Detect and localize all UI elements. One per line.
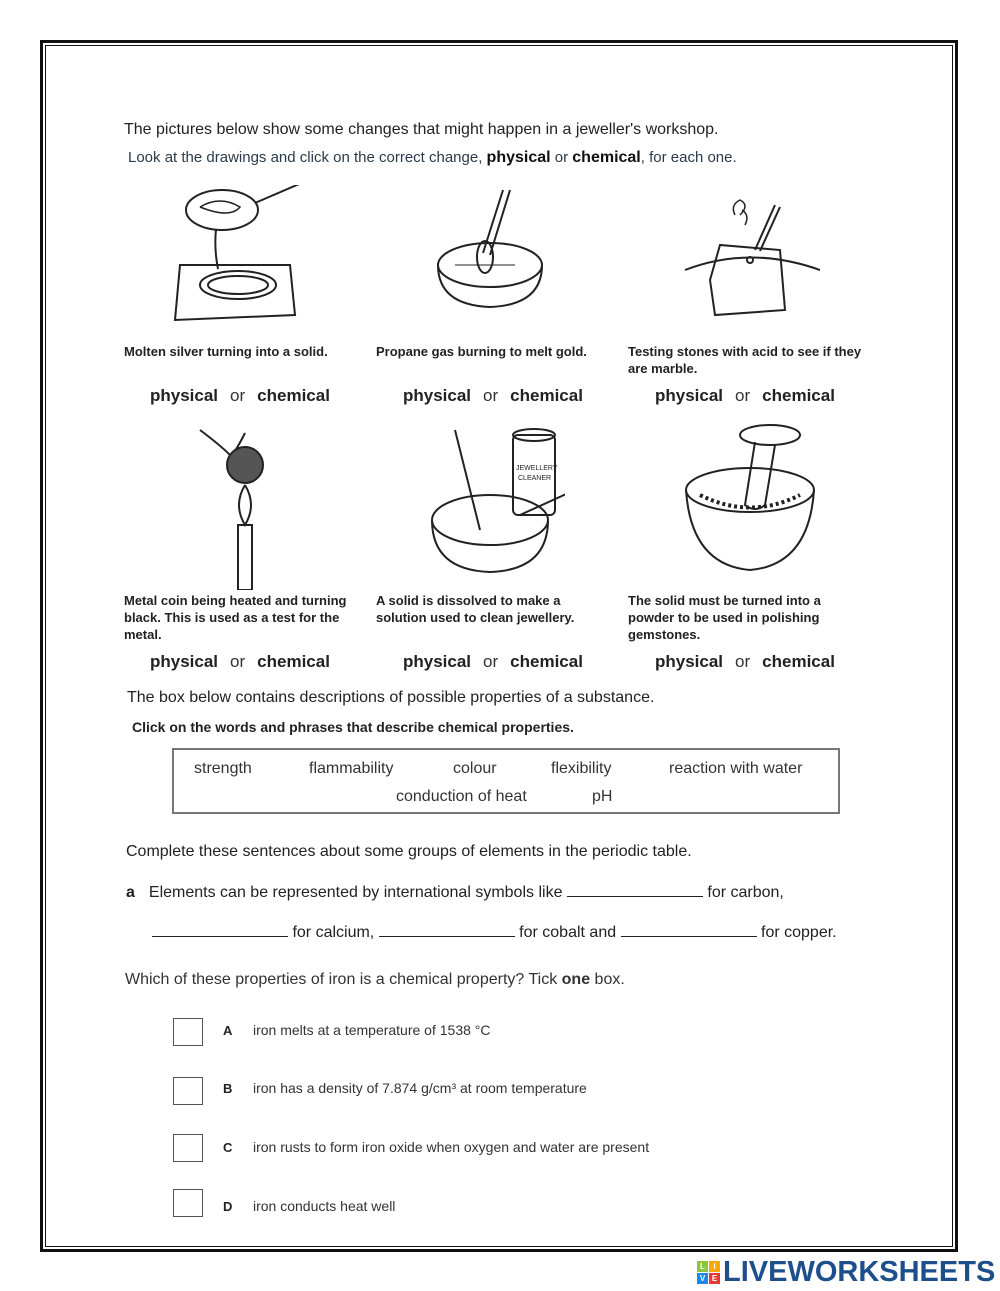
chemical-option[interactable]: chemical (510, 652, 583, 671)
properties-word-box (172, 748, 840, 814)
option-text-c: iron rusts to form iron oxide when oxygen and water are present (253, 1139, 650, 1155)
intro-line-2: Look at the drawings and click on the correct change, physical or chemical, for each one. (128, 149, 737, 166)
chemical-option[interactable]: chemical (762, 652, 835, 671)
physical-option[interactable]: physical (655, 652, 724, 671)
sentences-intro: Complete these sentences about some groups of elements in the periodic table. (126, 843, 692, 860)
caption-1: Molten silver turning into a solid. (124, 344, 328, 359)
option-letter-c: C (223, 1140, 233, 1155)
option-text-b: iron has a density of 7.874 g/cm³ at room temperature (253, 1080, 587, 1096)
chemical-option[interactable]: chemical (257, 652, 330, 671)
physical-option[interactable]: physical (403, 652, 472, 671)
physical-option[interactable]: physical (150, 386, 219, 405)
sentence-line-2: for calcium, for cobalt and for copper. (152, 922, 837, 942)
logo-tiles-icon: L I V E (697, 1261, 720, 1284)
option-letter-b: B (223, 1081, 233, 1096)
checkbox-d[interactable] (173, 1189, 203, 1217)
checkbox-b[interactable] (173, 1077, 203, 1105)
acid-dropper-stone-icon (680, 185, 820, 335)
checkbox-a[interactable] (173, 1018, 203, 1046)
liveworksheets-logo: L I V E LIVEWORKSHEETS (697, 1256, 995, 1289)
burner-pot-icon (425, 185, 565, 335)
chemical-option[interactable]: chemical (257, 386, 330, 405)
question-text: Which of these properties of iron is a chemical property? Tick one box. (125, 971, 625, 988)
properties-instruction: Click on the words and phrases that describe chemical properties. (132, 719, 574, 735)
caption-3: Testing stones with acid to see if they are marble. (628, 344, 862, 376)
option-letter-a: A (223, 1023, 233, 1038)
svg-text:CLEANER: CLEANER (518, 475, 552, 482)
choice-row-3: physical or chemical (655, 386, 835, 405)
option-text-a: iron melts at a temperature of 1538 °C (253, 1022, 491, 1038)
intro-line-1: The pictures below show some changes that might happen in a jeweller's workshop. (124, 121, 719, 138)
word-colour[interactable]: colour (453, 760, 497, 777)
chemical-option[interactable]: chemical (510, 386, 583, 405)
physical-option[interactable]: physical (150, 652, 219, 671)
word-reaction-with-water[interactable]: reaction with water (669, 760, 803, 777)
word-conduction-of-heat[interactable]: conduction of heat (396, 788, 527, 805)
carbon-symbol-input[interactable] (567, 882, 703, 897)
choice-row-5: physical or chemical (403, 652, 583, 671)
chemical-option[interactable]: chemical (762, 386, 835, 405)
choice-row-1: physical or chemical (150, 386, 330, 405)
mortar-pestle-icon (680, 420, 820, 585)
word-flexibility[interactable]: flexibility (551, 760, 612, 777)
choice-row-2: physical or chemical (403, 386, 583, 405)
word-flammability[interactable]: flammability (309, 760, 394, 777)
caption-5: A solid is dissolved to make a solution used to clean jewellery. (376, 593, 575, 625)
jewellery-cleaner-icon (425, 420, 565, 585)
choice-row-6: physical or chemical (655, 652, 835, 671)
copper-symbol-input[interactable] (621, 922, 757, 937)
cobalt-symbol-input[interactable] (379, 922, 515, 937)
coin-flame-icon (190, 425, 330, 590)
physical-option[interactable]: physical (403, 386, 472, 405)
svg-text:JEWELLERY: JEWELLERY (516, 465, 558, 472)
word-ph[interactable]: pH (592, 788, 613, 805)
choice-row-4: physical or chemical (150, 652, 330, 671)
option-text-d: iron conducts heat well (253, 1198, 396, 1214)
physical-option[interactable]: physical (655, 386, 724, 405)
checkbox-c[interactable] (173, 1134, 203, 1162)
ladle-pouring-icon (170, 185, 310, 335)
calcium-symbol-input[interactable] (152, 922, 288, 937)
word-strength[interactable]: strength (194, 760, 252, 777)
caption-2: Propane gas burning to melt gold. (376, 344, 587, 359)
sentence-line-1: a Elements can be represented by international symbols like for carbon, (126, 884, 784, 901)
properties-intro: The box below contains descriptions of possible properties of a substance. (127, 689, 655, 706)
option-letter-d: D (223, 1199, 233, 1214)
caption-4: Metal coin being heated and turning black. This is used as a test for the metal. (124, 593, 347, 642)
caption-6: The solid must be turned into a powder to be used in polishing gemstones. (628, 593, 821, 642)
